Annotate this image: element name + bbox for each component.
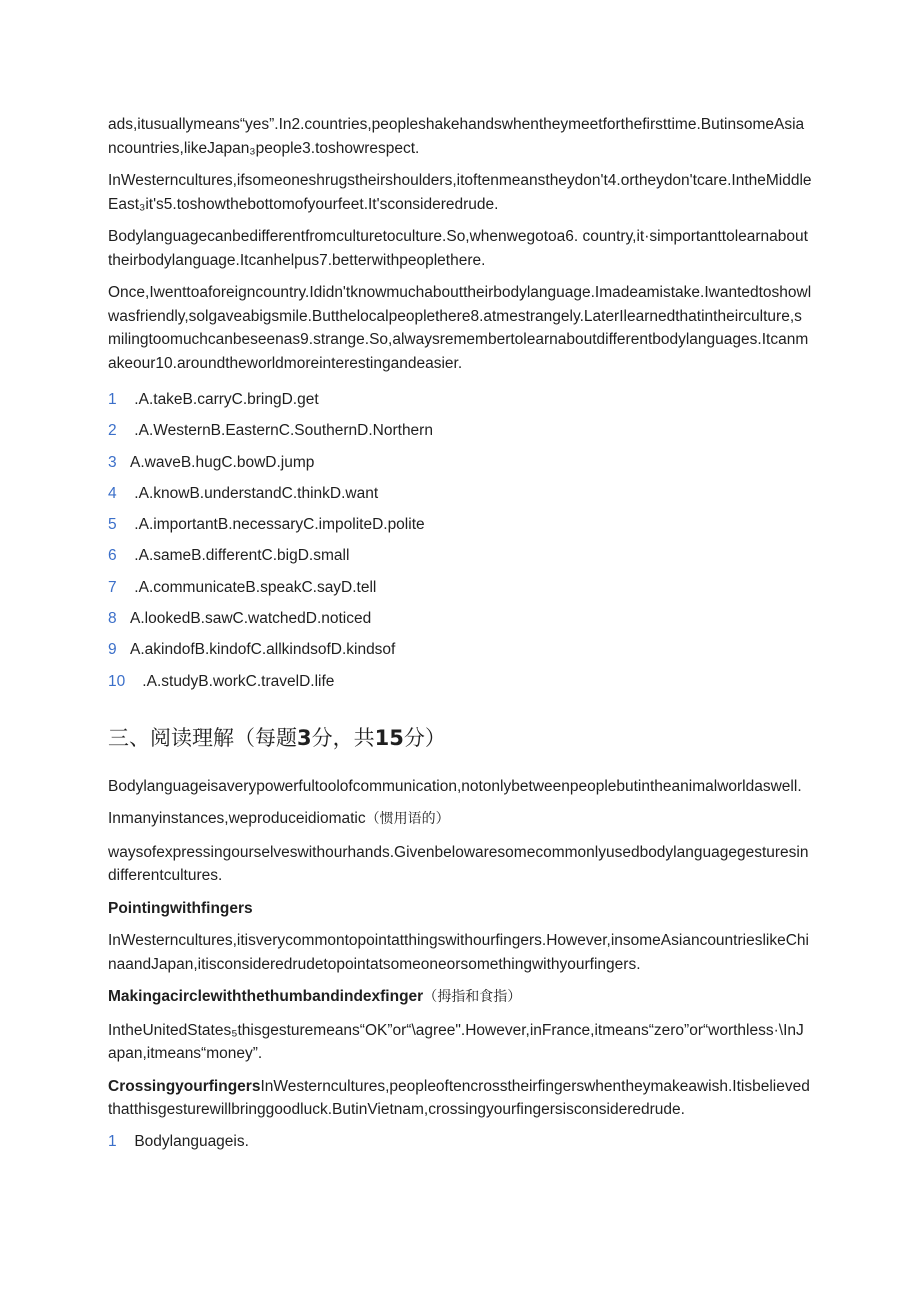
option-number: 7: [108, 578, 117, 596]
option-text: A.lookedB.sawC.watchedD.noticed: [130, 610, 372, 628]
option-item: [108, 540, 812, 571]
passage-paragraph-1: ads,itusuallymeans“yes”.In2.countries,peopleshakehandswhentheymeetforthefirsttime.ButinsomeAsiancountries,likeJapan₃people3.toshowrespect.: [108, 116, 805, 157]
passage-paragraph-2: InWesterncultures,ifsomeoneshrugstheirshoulders,itoftenmeanstheydon't4.ortheydon'tcare.IntheMiddleEast₃it's5.toshowthebottomofyourfeet.It'sconsideredrude.: [108, 172, 812, 213]
option-text: A.akindofB.kindofC.allkindsofD.kindsof: [130, 641, 396, 659]
option-item: [108, 447, 812, 478]
option-text: .A.WesternB.EasternC.SouthernD.Northern: [130, 422, 433, 440]
crossing-text: InWesterncultures,peopleoftencrosstheirfingerswhentheymakeawish.Itisbelievedthatthisgesturewillbringgoodluck.ButinVietnam,crossingyourfingersisconsideredrude.: [108, 1077, 810, 1119]
heading-part: 分，共: [311, 725, 375, 750]
option-number: 6: [108, 547, 117, 565]
question-text: Bodylanguageis.: [134, 1132, 249, 1150]
option-item: [108, 634, 812, 665]
section-heading-reading: [108, 723, 812, 753]
subheading-crossing: Crossingyourfingers: [108, 1077, 261, 1095]
option-number: 3: [108, 453, 117, 471]
passage-paragraph-3: Bodylanguagecanbedifferentfromculturetoculture.So,whenwegotoa6. country,it·simportanttolearnabouttheirbodylanguage.Itcanhelpus7.betterwithpeoplethere.: [108, 228, 808, 269]
question-item: [108, 1130, 812, 1154]
option-number: 8: [108, 610, 117, 628]
option-item: [108, 509, 812, 540]
reading-intro-paragraph: Bodylanguageisaverypowerfultoolofcommunication,notonlybetweenpeoplebutintheanimalworldaswell.: [108, 777, 802, 795]
option-item: [108, 572, 812, 603]
passage-paragraph-4: Once,Iwenttoaforeigncountry.Ididn'tknowmuchabouttheirbodylanguage.Imadeamistake.Iwantedtoshowlwasfriendly,solgaveabigsmile.Butthelocalpeoplethere8.atmestrangely.LaterIlearnedthatintheirculture,smilingtoomuchcanbeseenas9.strange.So,alwaysremembertolearnaboutdifferentbodylanguages.Itcanmakeour10.aroundtheworldmoreinterestingandeasier.: [108, 284, 812, 372]
option-number: 1: [108, 391, 117, 408]
heading-part: 分）: [403, 725, 446, 750]
circle-paragraph: IntheUnitedStates₅thisgesturemeans“OK”or“\agree".However,inFrance,itmeans“zero”or“worthless·\InJapan,itmeans“money”.: [108, 1021, 804, 1063]
question-number: 1: [108, 1132, 117, 1150]
option-number: 2: [108, 422, 117, 440]
reading-paragraph-2: [108, 807, 812, 832]
option-text: .A.sameB.differentC.bigD.small: [130, 547, 350, 565]
chinese-gloss: （拇指和食指）: [423, 989, 522, 1006]
heading-total: 15: [374, 725, 404, 750]
option-number: 9: [108, 641, 117, 659]
subheading-circle: Makingacirclewiththethumbandindexfinger: [108, 988, 424, 1006]
option-number: 5: [108, 516, 117, 534]
subheading-pointing: Pointingwithfingers: [108, 899, 253, 917]
option-text: .A.importantB.necessaryC.impoliteD.polite: [130, 516, 425, 534]
option-item: [108, 603, 812, 634]
subheading-circle-line: [108, 985, 812, 1010]
crossing-paragraph: [108, 1075, 812, 1122]
option-item: [108, 415, 812, 446]
chinese-gloss: （惯用语的）: [365, 811, 450, 828]
option-text: .A.knowB.understandC.thinkD.want: [130, 484, 379, 502]
option-item: [108, 666, 812, 697]
option-text: A.waveB.hugC.bowD.jump: [130, 453, 315, 471]
cloze-options-list: [108, 384, 812, 697]
option-text: .A.takeB.carryC.bringD.get: [130, 391, 319, 408]
option-text: .A.communicateB.speakC.sayD.tell: [130, 578, 377, 596]
pointing-paragraph: InWesterncultures,itisverycommontopointatthingswithourfingers.However,insomeAsiancountrieslikeChinaandJapan,itisconsideredrudetopointatsomeoneorsomethingwithyourfingers.: [108, 932, 809, 973]
option-item: [108, 384, 812, 415]
heading-score: 3: [297, 725, 312, 750]
option-item: [108, 478, 812, 509]
paragraph-text: Inmanyinstances,weproduceidiomatic: [108, 810, 366, 828]
option-number: 4: [108, 484, 117, 502]
option-number: 10: [108, 672, 126, 690]
reading-paragraph-3: waysofexpressingourselveswithourhands.Givenbelowaresomecommonlyusedbodylanguagegesturesindifferentcultures.: [108, 843, 809, 885]
option-text: .A.studyB.workC.travelD.life: [138, 672, 335, 690]
heading-part: 三、阅读理解（每题: [108, 725, 297, 750]
